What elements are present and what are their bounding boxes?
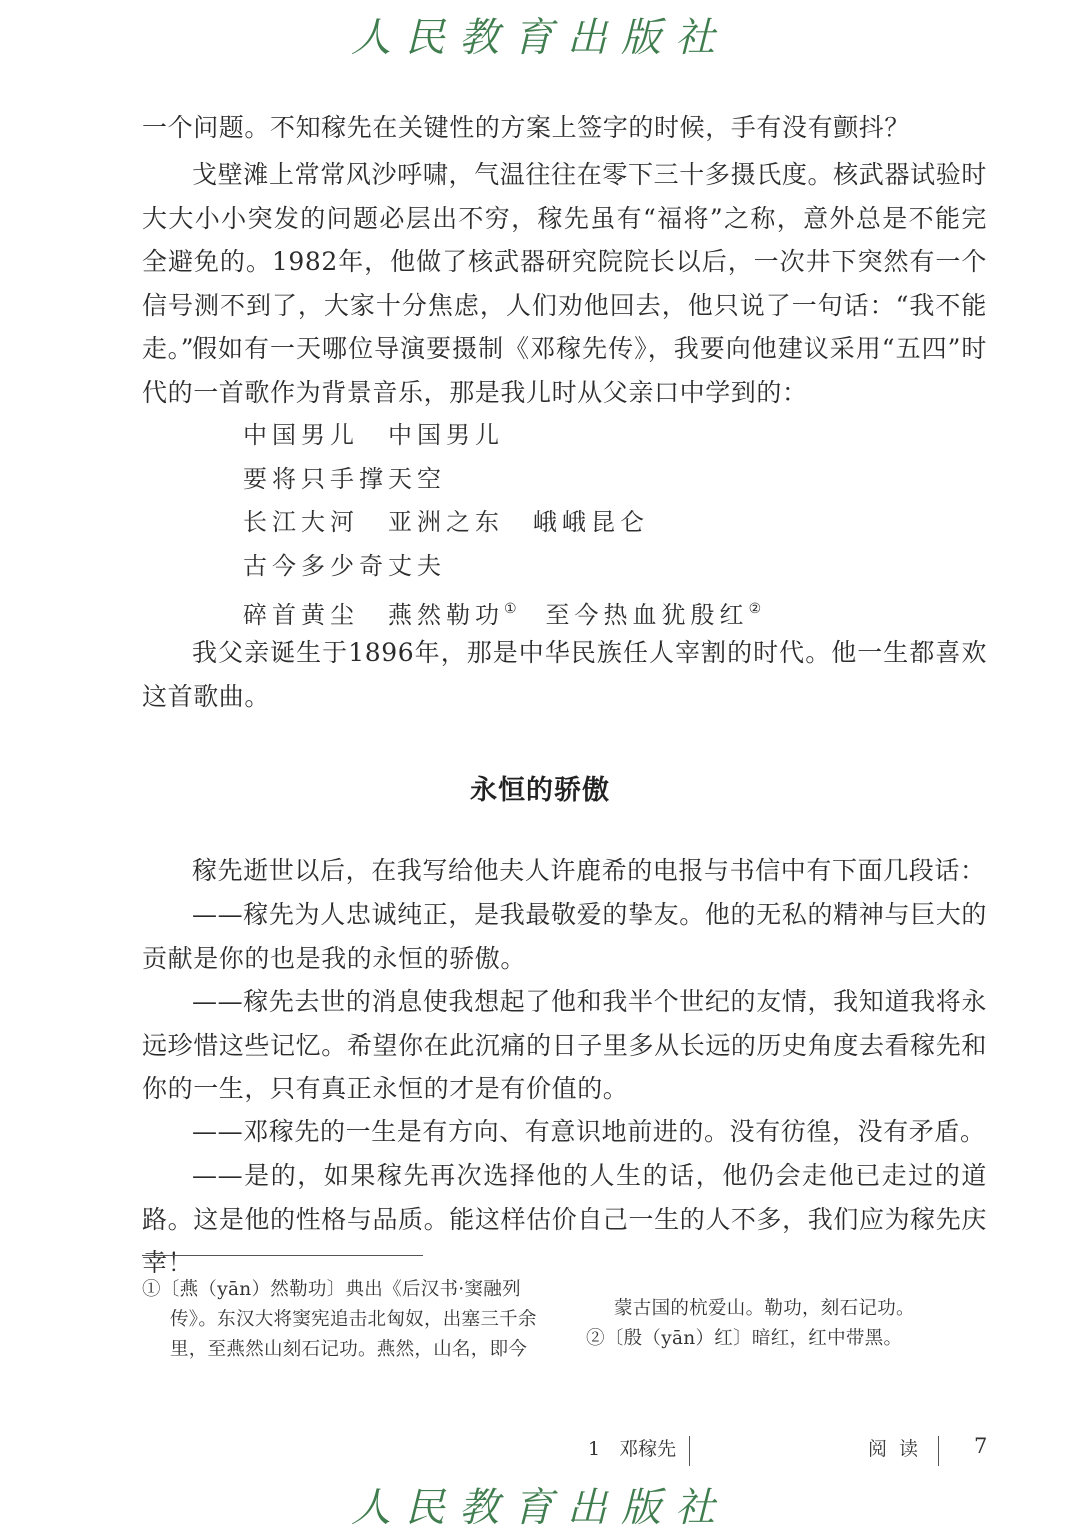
footnote-divider — [142, 1255, 423, 1256]
poem-line: 长江大河 亚洲之东 峨峨昆仑 — [243, 508, 649, 536]
poem-line: 古今多少奇丈夫 — [243, 552, 446, 580]
section-paragraph-3: ——稼先去世的消息使我想起了他和我半个世纪的友情，我知道我将永远珍惜这些记忆。希望你在此沉痛的日子里多从长远的历史角度去看稼先和你的一生，只有真正永恒的才是有价值的。 — [142, 987, 987, 1103]
section-paragraph-1: 稼先逝世以后，在我写给他夫人许鹿希的电报与书信中有下面几段话： — [192, 856, 986, 885]
footnote-1-continued-text: 蒙古国的杭爱山。勒功，刻石记功。 — [614, 1297, 915, 1319]
footer-divider — [689, 1436, 690, 1466]
chapter-label: 1 邓稼先 — [588, 1438, 677, 1460]
paragraph-4: 我父亲诞生于1896年，那是中华民族任人宰割的时代。他一生都喜欢这首歌曲。 — [142, 638, 987, 711]
footer-divider — [938, 1436, 939, 1466]
paragraph-2: 戈壁滩上常常风沙呼啸，气温往往在零下三十多摄氏度。核武器试验时大大小小突发的问题必层出不穷，稼先虽有“福将”之称，意外总是不能完全避免的。1982年，他做了核武器研究院院长以后，一次井下突然有一个信号测不到了，大家十分焦虑，人们劝他回去，他只说了一句话：“我不能走。” — [142, 160, 987, 363]
footnote-1-text: ①〔燕（yān）然勒功〕典出《后汉书·窦融列传》。东汉大将窦宪追击北匈奴，出塞三千余里，至燕然山刻石记功。燕然，山名，即今 — [142, 1279, 537, 1360]
section-label: 阅 读 — [868, 1438, 922, 1460]
poem-line-part: 碎首黄尘 燕然勒功 — [243, 601, 504, 629]
page-number: 7 — [974, 1434, 988, 1458]
section-paragraph-5: ——是的，如果稼先再次选择他的人生的话，他仍会走他已走过的道路。这是他的性格与品质。能这样估价自己一生的人不多，我们应为稼先庆幸！ — [142, 1161, 987, 1277]
publisher-watermark-top: 人民教育出版社 — [351, 15, 729, 61]
footnote-marker: ① — [504, 601, 517, 617]
paragraph-3: 假如有一天哪位导演要摄制《邓稼先传》，我要向他建议采用“五四”时代的一首歌作为背景音乐，那是我儿时从父亲口中学到的： — [142, 334, 987, 407]
poem-line: 中国男儿 中国男儿 — [243, 421, 504, 449]
footnote-2-text: ②〔殷（yān）红〕暗红，红中带黑。 — [586, 1327, 903, 1349]
footnote-2 — [586, 1305, 996, 1372]
section-paragraph-4: ——邓稼先的一生是有方向、有意识地前进的。没有彷徨，没有矛盾。 — [192, 1117, 986, 1146]
publisher-watermark-bottom: 人民教育出版社 — [351, 1485, 729, 1531]
paragraph-1: 一个问题。不知稼先在关键性的方案上签字的时候，手有没有颤抖？ — [142, 113, 911, 142]
section-paragraph-2: ——稼先为人忠诚纯正，是我最敬爱的挚友。他的无私的精神与巨大的贡献是你的也是我的永恒的骄傲。 — [142, 900, 987, 973]
section-title: 永恒的骄傲 — [470, 775, 610, 806]
footnote-marker: ② — [748, 601, 762, 617]
poem-line: 要将只手撑天空 — [243, 465, 446, 493]
footnote-1 — [142, 1275, 544, 1365]
poem-line-part: 至今热血犹殷红 — [516, 601, 749, 629]
